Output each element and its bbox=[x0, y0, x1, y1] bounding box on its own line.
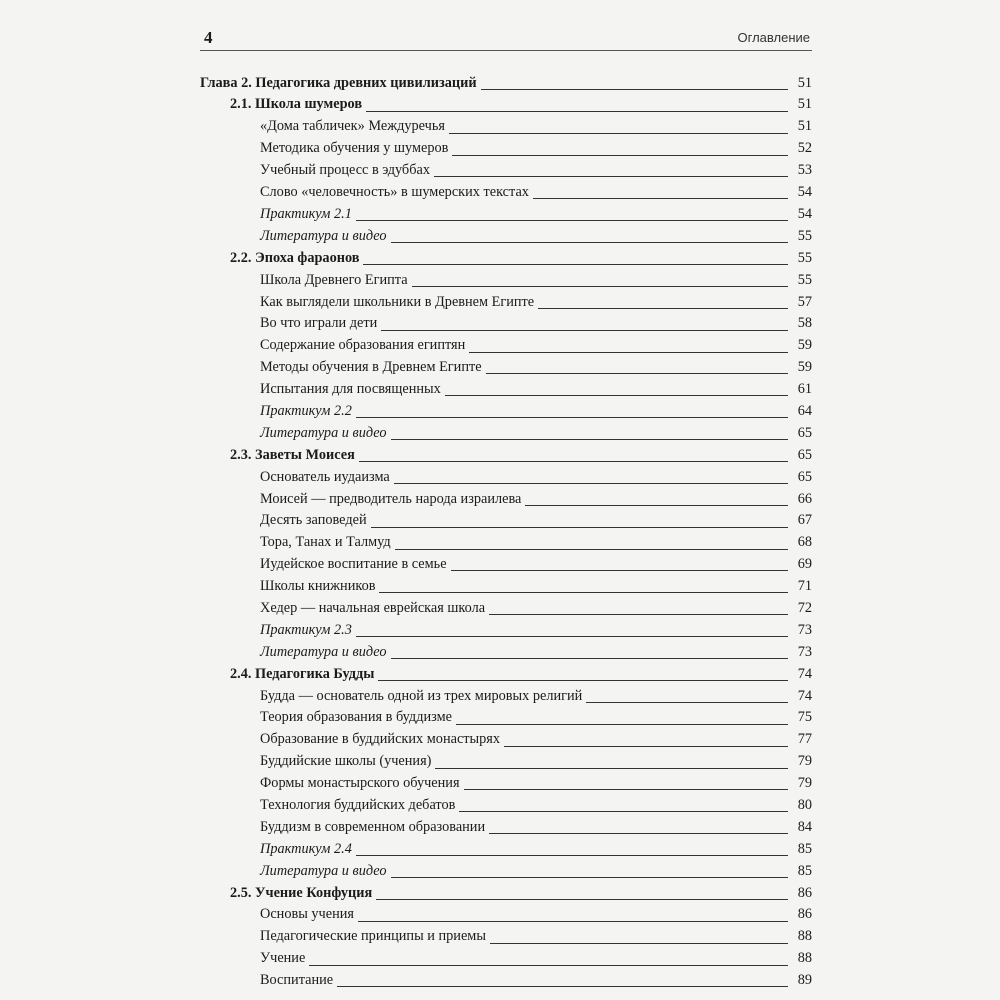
toc-leader-line bbox=[525, 505, 788, 506]
toc-leader-line bbox=[391, 658, 788, 659]
toc-page-number: 77 bbox=[797, 731, 812, 748]
toc-entry-title: Буддийские школы (учения) bbox=[260, 753, 432, 770]
toc-page-number: 71 bbox=[797, 578, 812, 595]
toc-chapter bbox=[200, 71, 812, 93]
toc-page-number: 89 bbox=[797, 972, 812, 989]
toc-page-number: 74 bbox=[797, 665, 812, 682]
toc-entry bbox=[200, 596, 812, 618]
toc-leader-line bbox=[449, 133, 788, 134]
toc-entry bbox=[200, 159, 812, 181]
toc-entry bbox=[200, 487, 812, 509]
toc-leader-line bbox=[412, 286, 788, 287]
page-number: 4 bbox=[204, 28, 213, 47]
toc-entry bbox=[200, 728, 812, 750]
toc-leader-line bbox=[363, 264, 788, 265]
toc-page-number: 58 bbox=[797, 315, 812, 332]
toc-section bbox=[200, 662, 812, 684]
toc-entry-title: Буддизм в современном образовании bbox=[260, 818, 486, 835]
toc-entry-title: Основатель иудаизма bbox=[260, 468, 390, 485]
toc-page-number: 65 bbox=[797, 468, 812, 485]
toc-leader-line bbox=[533, 198, 788, 199]
toc-entry bbox=[200, 793, 812, 815]
toc-entry bbox=[200, 772, 812, 794]
toc-page-number: 65 bbox=[797, 446, 812, 463]
toc-page-number: 72 bbox=[797, 599, 812, 616]
toc-leader-line bbox=[490, 943, 788, 944]
toc-leader-line bbox=[395, 549, 788, 550]
toc-page-number: 54 bbox=[797, 205, 812, 222]
toc-entry bbox=[200, 859, 812, 881]
toc-entry-title: Слово «человечность» в шумерских текстах bbox=[260, 184, 529, 201]
toc-entry-title: Содержание образования египтян bbox=[260, 337, 466, 354]
section-title: Оглавление bbox=[737, 30, 810, 45]
toc-entry-title: Учение bbox=[260, 950, 306, 967]
toc-entry bbox=[200, 574, 812, 596]
toc-entry bbox=[200, 224, 812, 246]
toc-leader-line bbox=[376, 899, 788, 900]
toc-page-number: 53 bbox=[797, 162, 812, 179]
toc-leader-line bbox=[356, 220, 788, 221]
toc-leader-line bbox=[359, 461, 788, 462]
toc-leader-line bbox=[394, 483, 788, 484]
toc-entry bbox=[200, 115, 812, 137]
toc-entry-title: Методика обучения у шумеров bbox=[260, 140, 449, 157]
toc-entry bbox=[200, 421, 812, 443]
toc-leader-line bbox=[489, 614, 788, 615]
toc-section bbox=[200, 93, 812, 115]
toc-leader-line bbox=[378, 680, 788, 681]
table-of-contents bbox=[200, 71, 812, 990]
toc-entry bbox=[200, 969, 812, 991]
toc-entry bbox=[200, 268, 812, 290]
toc-page-number: 51 bbox=[797, 74, 812, 91]
running-header bbox=[200, 28, 812, 51]
toc-leader-line bbox=[538, 308, 788, 309]
toc-entry-title: Литература и видео bbox=[260, 643, 387, 660]
toc-leader-line bbox=[358, 921, 788, 922]
toc-page-number: 88 bbox=[797, 928, 812, 945]
toc-leader-line bbox=[356, 636, 788, 637]
toc-page-number: 59 bbox=[797, 359, 812, 376]
toc-page-number: 64 bbox=[797, 402, 812, 419]
toc-page-number: 79 bbox=[797, 753, 812, 770]
toc-entry bbox=[200, 465, 812, 487]
toc-leader-line bbox=[366, 111, 788, 112]
toc-leader-line bbox=[391, 877, 788, 878]
toc-entry-title: Испытания для посвященных bbox=[260, 381, 441, 398]
toc-leader-line bbox=[452, 155, 788, 156]
toc-page-number: 65 bbox=[797, 424, 812, 441]
toc-leader-line bbox=[445, 395, 788, 396]
toc-entry-title: 2.1. Школа шумеров bbox=[230, 96, 363, 113]
toc-page-number: 86 bbox=[797, 906, 812, 923]
toc-entry-title: Теория образования в буддизме bbox=[260, 709, 452, 726]
toc-section bbox=[200, 246, 812, 268]
toc-entry-title: Литература и видео bbox=[260, 424, 387, 441]
toc-entry-title: Тора, Танах и Талмуд bbox=[260, 534, 391, 551]
toc-entry-title: 2.4. Педагогика Будды bbox=[230, 665, 375, 682]
toc-entry-title: Практикум 2.1 bbox=[260, 205, 352, 222]
toc-entry-title: Литература и видео bbox=[260, 227, 387, 244]
toc-entry-title: Будда — основатель одной из трех мировых религий bbox=[260, 687, 583, 704]
toc-leader-line bbox=[337, 986, 788, 987]
toc-entry-title: Учебный процесс в эдуббах bbox=[260, 162, 430, 179]
toc-leader-line bbox=[356, 417, 788, 418]
toc-entry-title: Образование в буддийских монастырях bbox=[260, 731, 501, 748]
toc-entry-title: Школа Древнего Египта bbox=[260, 271, 408, 288]
toc-entry-title: Воспитание bbox=[260, 972, 334, 989]
toc-entry bbox=[200, 334, 812, 356]
toc-leader-line bbox=[586, 702, 788, 703]
toc-entry bbox=[200, 618, 812, 640]
toc-entry bbox=[200, 837, 812, 859]
toc-leader-line bbox=[309, 965, 788, 966]
toc-entry-title: Глава 2. Педагогика древних цивилизаций bbox=[200, 74, 477, 91]
toc-page-number: 51 bbox=[797, 96, 812, 113]
toc-page-number: 61 bbox=[797, 381, 812, 398]
toc-leader-line bbox=[356, 855, 788, 856]
toc-page-number: 55 bbox=[797, 227, 812, 244]
toc-leader-line bbox=[456, 724, 788, 725]
toc-entry bbox=[200, 290, 812, 312]
toc-entry bbox=[200, 750, 812, 772]
toc-entry bbox=[200, 399, 812, 421]
toc-leader-line bbox=[459, 811, 788, 812]
toc-entry bbox=[200, 202, 812, 224]
toc-page-number: 74 bbox=[797, 687, 812, 704]
toc-entry bbox=[200, 377, 812, 399]
toc-leader-line bbox=[464, 789, 788, 790]
toc-page-number: 57 bbox=[797, 293, 812, 310]
toc-entry bbox=[200, 180, 812, 202]
toc-entry-title: Иудейское воспитание в семье bbox=[260, 556, 447, 573]
toc-entry bbox=[200, 815, 812, 837]
toc-page-number: 67 bbox=[797, 512, 812, 529]
toc-entry bbox=[200, 312, 812, 334]
toc-page-number: 84 bbox=[797, 818, 812, 835]
toc-entry bbox=[200, 684, 812, 706]
toc-page-number: 68 bbox=[797, 534, 812, 551]
toc-page-number: 79 bbox=[797, 775, 812, 792]
toc-leader-line bbox=[489, 833, 788, 834]
toc-page-number: 85 bbox=[797, 862, 812, 879]
toc-leader-line bbox=[469, 352, 788, 353]
toc-entry bbox=[200, 356, 812, 378]
toc-entry-title: Десять заповедей bbox=[260, 512, 367, 529]
toc-entry-title: «Дома табличек» Междуречья bbox=[260, 118, 445, 135]
toc-entry-title: Как выглядели школьники в Древнем Египте bbox=[260, 293, 535, 310]
toc-page-number: 54 bbox=[797, 184, 812, 201]
toc-entry bbox=[200, 947, 812, 969]
toc-entry-title: Педагогические принципы и приемы bbox=[260, 928, 486, 945]
toc-entry bbox=[200, 706, 812, 728]
toc-entry bbox=[200, 553, 812, 575]
toc-entry-title: 2.2. Эпоха фараонов bbox=[230, 249, 360, 266]
toc-section bbox=[200, 881, 812, 903]
toc-leader-line bbox=[379, 592, 788, 593]
toc-page-number: 73 bbox=[797, 643, 812, 660]
toc-page-number: 86 bbox=[797, 884, 812, 901]
toc-leader-line bbox=[435, 768, 788, 769]
toc-page-number: 80 bbox=[797, 796, 812, 813]
toc-entry-title: Хедер — начальная еврейская школа bbox=[260, 599, 486, 616]
toc-page-number: 66 bbox=[797, 490, 812, 507]
toc-leader-line bbox=[504, 746, 788, 747]
toc-entry-title: Во что играли дети bbox=[260, 315, 378, 332]
toc-page-number: 52 bbox=[797, 140, 812, 157]
toc-leader-line bbox=[481, 89, 788, 90]
toc-entry-title: Основы учения bbox=[260, 906, 354, 923]
toc-page-number: 55 bbox=[797, 271, 812, 288]
toc-entry-title: Литература и видео bbox=[260, 862, 387, 879]
toc-entry-title: Практикум 2.2 bbox=[260, 402, 352, 419]
toc-entry-title: 2.5. Учение Конфуция bbox=[230, 884, 373, 901]
toc-leader-line bbox=[391, 439, 788, 440]
toc-leader-line bbox=[451, 570, 788, 571]
toc-entry bbox=[200, 531, 812, 553]
toc-entry bbox=[200, 925, 812, 947]
toc-page-number: 85 bbox=[797, 840, 812, 857]
toc-entry bbox=[200, 509, 812, 531]
toc-entry bbox=[200, 137, 812, 159]
toc-entry-title: Практикум 2.3 bbox=[260, 621, 352, 638]
toc-entry bbox=[200, 903, 812, 925]
toc-page-number: 73 bbox=[797, 621, 812, 638]
toc-entry-title: Школы книжников bbox=[260, 578, 376, 595]
toc-leader-line bbox=[391, 242, 788, 243]
toc-leader-line bbox=[381, 330, 788, 331]
toc-leader-line bbox=[371, 527, 788, 528]
toc-page-number: 88 bbox=[797, 950, 812, 967]
toc-entry-title: Методы обучения в Древнем Египте bbox=[260, 359, 482, 376]
toc-section bbox=[200, 443, 812, 465]
toc-entry-title: Практикум 2.4 bbox=[260, 840, 352, 857]
toc-page-number: 55 bbox=[797, 249, 812, 266]
toc-page-number: 59 bbox=[797, 337, 812, 354]
toc-page-number: 51 bbox=[797, 118, 812, 135]
toc-entry-title: Моисей — предводитель народа израилева bbox=[260, 490, 522, 507]
toc-leader-line bbox=[486, 373, 788, 374]
toc-page-number: 69 bbox=[797, 556, 812, 573]
toc-page-number: 75 bbox=[797, 709, 812, 726]
toc-entry-title: 2.3. Заветы Моисея bbox=[230, 446, 355, 463]
toc-leader-line bbox=[434, 176, 788, 177]
toc-entry-title: Технология буддийских дебатов bbox=[260, 796, 456, 813]
toc-entry-title: Формы монастырского обучения bbox=[260, 775, 460, 792]
toc-entry bbox=[200, 640, 812, 662]
